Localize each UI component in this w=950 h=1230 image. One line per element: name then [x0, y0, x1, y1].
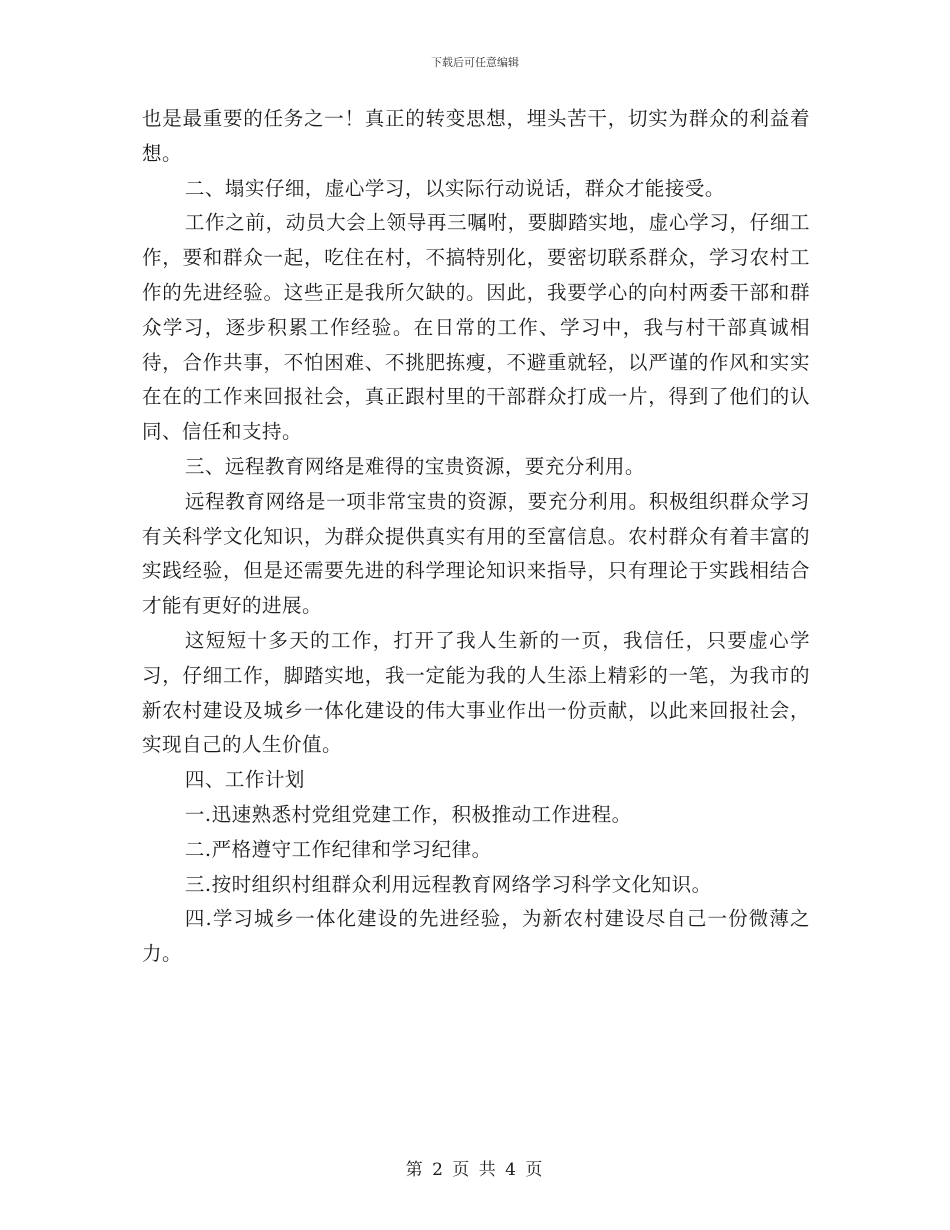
plan-item: 三.按时组织村组群众利用远程教育网络学习科学文化知识。	[184, 872, 712, 896]
section-heading: 三、远程教育网络是难得的宝贵资源，要充分利用。	[184, 454, 645, 478]
plan-item: 二.严格遵守工作纪律和学习纪律。	[184, 837, 492, 861]
section-heading: 二、塌实仔细，虚心学习，以实际行动说话，群众才能接受。	[184, 176, 725, 200]
page-header-note: 下载后可任意编辑	[431, 56, 519, 69]
paragraph: 这短短十多天的工作，打开了我人生新的一页，我信任，只要虚心学习，仔细工作，脚踏实地，我一定能为我的人生添上精彩的一笔，为我市的新农村建设及城乡一体化建设的伟大事业作出一份贡献，以此来回报社会，实现自己的人生价值。	[142, 628, 810, 757]
paragraph: 也是最重要的任务之一！真正的转变思想，埋头苦干，切实为群众的利益着想。	[142, 107, 810, 165]
section-heading: 四、工作计划	[184, 768, 305, 792]
paragraph: 远程教育网络是一项非常宝贵的资源，要充分利用。积极组织群众学习有关科学文化知识，为群众提供真实有用的至富信息。农村群众有着丰富的实践经验，但是还需要先进的科学理论知识来指导，只有理论于实践相结合才能有更好的进展。	[142, 489, 810, 618]
plan-item: 四.学习城乡一体化建设的先进经验，为新农村建设尽自己一份微薄之力。	[142, 907, 810, 966]
document-body	[142, 102, 810, 972]
plan-item: 一.迅速熟悉村党组党建工作，积极推动工作进程。	[184, 802, 632, 826]
page-number-footer: 第 2 页 共 4 页	[405, 1160, 545, 1180]
paragraph: 工作之前，动员大会上领导再三嘱咐，要脚踏实地，虚心学习，仔细工作，要和群众一起，吃住在村，不搞特别化，要密切联系群众，学习农村工作的先进经验。这些正是我所欠缺的。因此，我要学心的向村两委干部和群众学习，逐步积累工作经验。在日常的工作、学习中，我与村干部真诚相待，合作共事，不怕困难、不挑肥拣瘦，不避重就轻，以严谨的作风和实实在在的工作来回报社会，真正跟村里的干部群众打成一片，得到了他们的认同、信任和支持。	[142, 211, 810, 444]
